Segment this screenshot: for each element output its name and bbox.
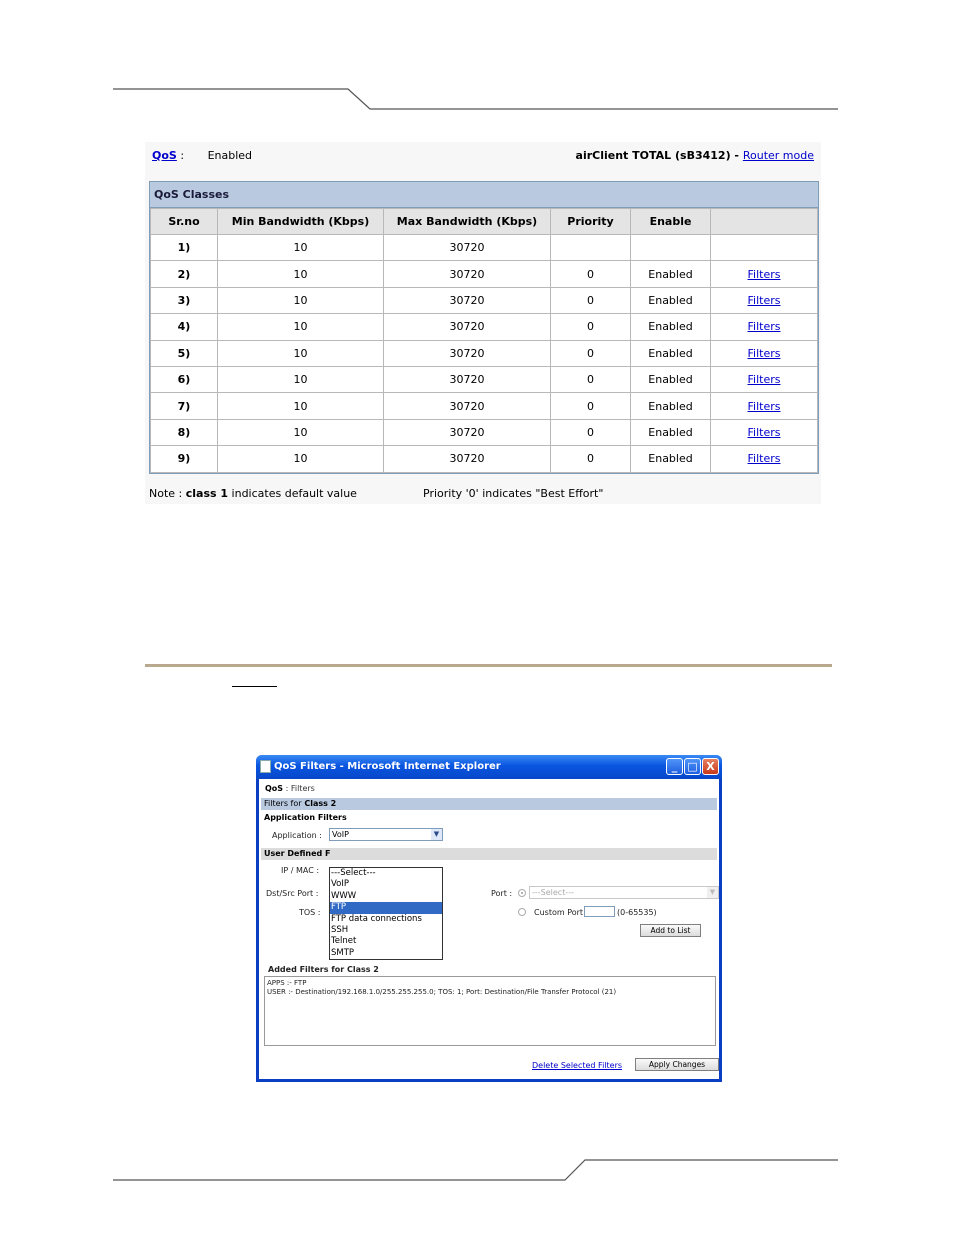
port-select-value: ---Select--- <box>532 888 574 897</box>
dropdown-option[interactable]: FTP data connections <box>331 913 422 924</box>
filters-link[interactable]: Filters <box>747 267 781 281</box>
table-row <box>151 340 818 366</box>
note-class-bold: class 1 <box>185 487 229 500</box>
cell-srno: 9) <box>151 446 218 472</box>
apply-changes-button[interactable]: Apply Changes <box>635 1058 719 1071</box>
ie-client-area <box>259 779 719 1079</box>
cell-min-bw: 10 <box>218 287 384 313</box>
chevron-down-icon: ▼ <box>431 829 442 840</box>
col-header-enable: Enable <box>631 209 711 235</box>
cell-filters <box>711 446 818 472</box>
dropdown-option[interactable]: SMTP <box>331 947 355 958</box>
cell-max-bw: 30720 <box>384 314 551 340</box>
col-header-max-bw: Max Bandwidth (Kbps) <box>384 209 551 235</box>
cell-enable: Enabled <box>631 314 711 340</box>
table-row <box>151 314 818 340</box>
custom-port-label: Custom Port <box>534 908 584 917</box>
cell-enable: Enabled <box>631 446 711 472</box>
cell-enable <box>631 235 711 261</box>
added-filters-heading: Added Filters for Class 2 <box>268 965 379 974</box>
filters-for-class: Class 2 <box>304 799 337 808</box>
added-filter-line[interactable]: USER :- Destination/192.168.1.0/255.255.255.0; TOS: 1; Port: Destination/File Transfer Protocol (21) <box>267 988 617 996</box>
filters-link[interactable]: Filters <box>747 346 781 360</box>
ie-page-icon <box>260 760 271 773</box>
tos-label: TOS : <box>299 908 321 917</box>
port-label: Port : <box>491 889 513 898</box>
delete-selected-filters-link[interactable]: Delete Selected Filters <box>532 1061 623 1070</box>
cell-min-bw: 10 <box>218 261 384 287</box>
device-model-line <box>576 149 814 162</box>
qos-classes-panel <box>149 181 819 474</box>
qos-status-line <box>152 149 252 162</box>
custom-port-input[interactable] <box>584 906 615 917</box>
cell-srno: 6) <box>151 366 218 392</box>
router-mode-link[interactable]: Router mode <box>742 149 814 162</box>
custom-port-radio[interactable] <box>518 908 526 916</box>
filters-link[interactable]: Filters <box>747 320 781 334</box>
add-to-list-button[interactable]: Add to List <box>640 924 701 937</box>
cell-min-bw: 10 <box>218 393 384 419</box>
note-line <box>149 487 604 500</box>
filters-for-bar <box>261 798 717 810</box>
cell-enable: Enabled <box>631 287 711 313</box>
cell-filters <box>711 287 818 313</box>
dst-src-port-label: Dst/Src Port : <box>266 889 319 898</box>
cell-max-bw: 30720 <box>384 366 551 392</box>
col-header-srno: Sr.no <box>151 209 218 235</box>
cell-priority: 0 <box>551 446 631 472</box>
application-select-value: VoIP <box>332 830 349 839</box>
device-model: airClient TOTAL (sB3412) - <box>575 149 739 162</box>
col-header-filters <box>711 209 818 235</box>
cell-max-bw: 30720 <box>384 340 551 366</box>
table-row <box>151 393 818 419</box>
cell-filters <box>711 419 818 445</box>
port-range-hint: (0-65535) <box>617 908 657 917</box>
filters-link[interactable]: Filters <box>747 425 781 439</box>
cell-max-bw: 30720 <box>384 235 551 261</box>
cell-min-bw: 10 <box>218 419 384 445</box>
col-header-min-bw: Min Bandwidth (Kbps) <box>218 209 384 235</box>
ip-mac-label: IP / MAC : <box>281 866 320 875</box>
application-label: Application : <box>272 831 322 840</box>
application-filters-heading: Application Filters <box>264 813 347 822</box>
cell-min-bw: 10 <box>218 446 384 472</box>
close-button[interactable]: X <box>702 758 719 775</box>
cell-srno: 5) <box>151 340 218 366</box>
cell-min-bw: 10 <box>218 340 384 366</box>
filters-for-label: Filters for <box>264 799 302 808</box>
cell-max-bw: 30720 <box>384 393 551 419</box>
application-dropdown-list <box>329 867 443 960</box>
dropdown-option[interactable]: SSH <box>331 924 349 935</box>
chevron-down-icon: ▼ <box>707 887 718 898</box>
cell-priority: 0 <box>551 287 631 313</box>
table-header-row <box>151 209 818 235</box>
cell-filters <box>711 314 818 340</box>
dropdown-option[interactable]: Telnet <box>331 936 357 947</box>
table-row <box>151 287 818 313</box>
cell-min-bw: 10 <box>218 314 384 340</box>
cell-enable: Enabled <box>631 393 711 419</box>
table-row <box>151 366 818 392</box>
cell-max-bw: 30720 <box>384 287 551 313</box>
note-priority: Priority '0' indicates "Best Effort" <box>423 487 604 500</box>
qos-classes-caption: QoS Classes <box>150 182 818 208</box>
cell-enable: Enabled <box>631 261 711 287</box>
cell-priority: 0 <box>551 366 631 392</box>
port-radio[interactable] <box>518 889 526 897</box>
cell-priority: 0 <box>551 261 631 287</box>
cell-srno: 8) <box>151 419 218 445</box>
cell-max-bw: 30720 <box>384 446 551 472</box>
note-suffix: indicates default value <box>228 487 357 500</box>
qos-link[interactable]: QoS <box>152 149 177 162</box>
section-divider <box>145 664 832 667</box>
underline-mark <box>232 686 277 687</box>
filters-link[interactable]: Filters <box>747 452 781 466</box>
cell-filters <box>711 366 818 392</box>
cell-priority: 0 <box>551 419 631 445</box>
minimize-button[interactable]: _ <box>666 758 683 775</box>
note-prefix: Note : <box>149 487 186 500</box>
port-select[interactable] <box>529 886 719 899</box>
cell-min-bw: 10 <box>218 366 384 392</box>
dropdown-option[interactable]: VoIP <box>331 879 349 890</box>
col-header-priority: Priority <box>551 209 631 235</box>
cell-max-bw: 30720 <box>384 419 551 445</box>
footer-rule <box>113 1160 838 1180</box>
cell-enable: Enabled <box>631 366 711 392</box>
cell-enable: Enabled <box>631 419 711 445</box>
table-row <box>151 261 818 287</box>
table-row <box>151 419 818 445</box>
dropdown-option-selected[interactable]: FTP <box>330 902 442 913</box>
cell-min-bw: 10 <box>218 235 384 261</box>
cell-priority: 0 <box>551 314 631 340</box>
cell-srno: 1) <box>151 235 218 261</box>
ie-window <box>256 755 722 1082</box>
header-rule <box>113 89 838 109</box>
cell-max-bw: 30720 <box>384 261 551 287</box>
cell-filters <box>711 340 818 366</box>
breadcrumb-qos: QoS <box>265 784 284 793</box>
qos-status: Enabled <box>207 149 253 162</box>
filters-link[interactable]: Filters <box>747 399 781 413</box>
ie-titlebar[interactable] <box>256 755 722 779</box>
cell-enable: Enabled <box>631 340 711 366</box>
cell-srno: 2) <box>151 261 218 287</box>
breadcrumb <box>265 784 315 793</box>
table-row <box>151 235 818 261</box>
filters-link[interactable]: Filters <box>747 293 781 307</box>
cell-filters <box>711 393 818 419</box>
qos-classes-table <box>150 208 818 473</box>
cell-srno: 7) <box>151 393 218 419</box>
cell-priority: 0 <box>551 393 631 419</box>
cell-priority: 0 <box>551 340 631 366</box>
cell-filters <box>711 235 818 261</box>
user-defined-heading: User Defined F <box>261 848 717 860</box>
cell-srno: 3) <box>151 287 218 313</box>
ie-window-title: QoS Filters - Microsoft Internet Explorer <box>274 761 501 772</box>
filters-link[interactable]: Filters <box>747 373 781 387</box>
cell-srno: 4) <box>151 314 218 340</box>
added-filters-list[interactable] <box>264 976 716 1046</box>
qos-colon: : <box>180 149 185 162</box>
maximize-button[interactable]: □ <box>684 758 701 775</box>
cell-priority <box>551 235 631 261</box>
application-select[interactable] <box>329 828 443 841</box>
breadcrumb-rest: : Filters <box>283 784 315 793</box>
table-row <box>151 446 818 472</box>
dropdown-option[interactable]: WWW <box>331 890 357 901</box>
added-filter-line[interactable]: APPS :- FTP <box>267 979 307 987</box>
cell-filters <box>711 261 818 287</box>
dropdown-option[interactable]: ---Select--- <box>331 868 376 878</box>
